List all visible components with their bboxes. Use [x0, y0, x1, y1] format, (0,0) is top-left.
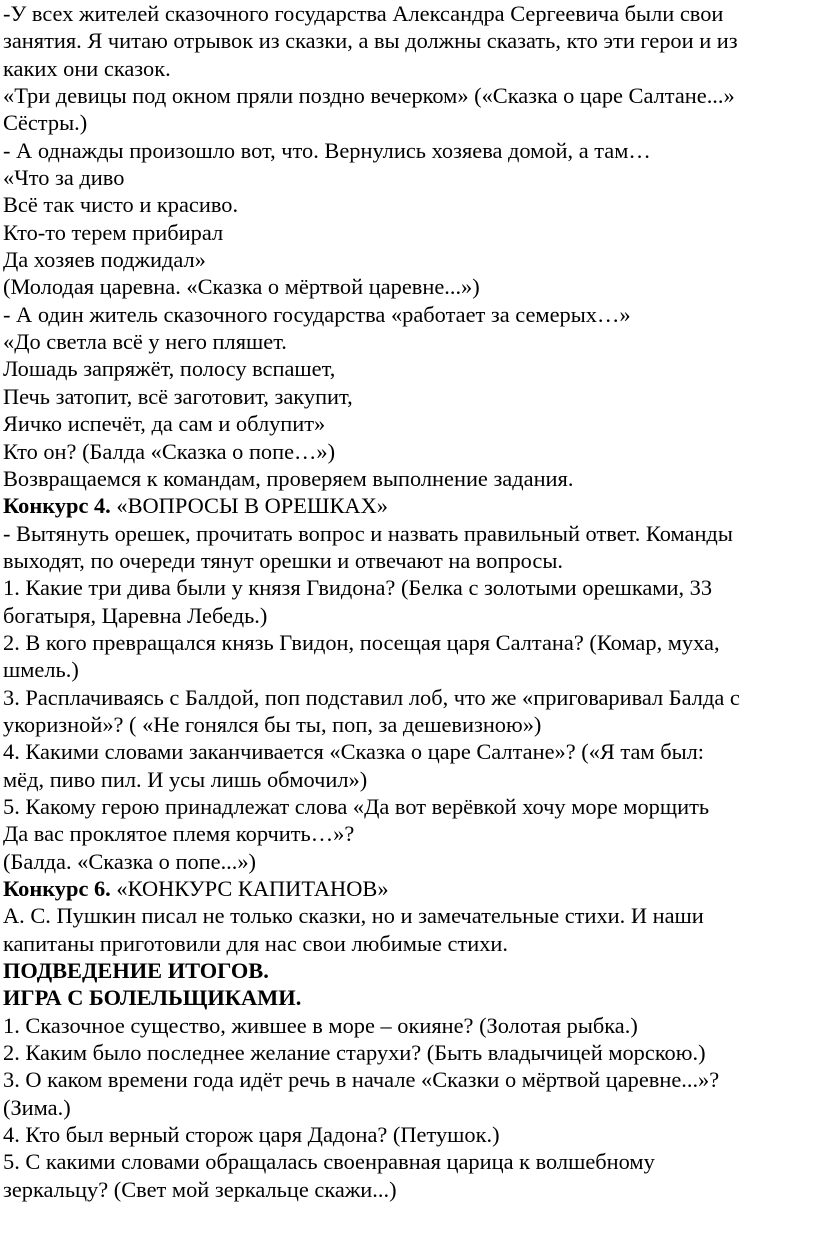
question-line: (Балда. «Сказка о попе...») [3, 848, 257, 874]
text-line: Возвращаемся к командам, проверяем выполнение задания. [3, 465, 574, 491]
text-line: занятия. Я читаю отрывок из сказки, а вы должны сказать, кто эти герои и из [3, 28, 738, 54]
fan-game-heading: ИГРА С БОЛЕЛЬЩИКАМИ. [3, 985, 302, 1011]
question-line: 1. Сказочное существо, жившее в море – окияне? (Золотая рыбка.) [3, 1012, 638, 1038]
question-line: укоризной»? ( «Не гонялся бы ты, поп, за дешевизною») [3, 711, 542, 737]
poem-line: Кто-то терем прибирал [3, 219, 224, 245]
text-line: капитаны приготовили для нас свои любимые стихи. [3, 930, 509, 956]
question-line: 2. Каким было последнее желание старухи? (Быть владычицей морскою.) [3, 1040, 706, 1066]
contest-6-title: «КОНКУРС КАПИТАНОВ» [110, 876, 389, 901]
question-line: 3. О каком времени года идёт речь в начале «Сказки о мёртвой царевне...»? [3, 1067, 720, 1093]
contest-4-heading [3, 492, 812, 519]
contest-6-heading [3, 875, 812, 902]
poem-line: Лошадь запряжёт, полосу вспашет, [3, 356, 336, 382]
question-line: 4. Какими словами заканчивается «Сказка о царе Салтане»? («Я там был: [3, 739, 705, 765]
contest-6-label: Конкурс 6. [3, 876, 111, 901]
poem-line: Всё так чисто и красиво. [3, 192, 239, 218]
poem-line: «До светла всё у него пляшет. [3, 329, 287, 355]
text-line: А. С. Пушкин писал не только сказки, но и замечательные стихи. И наши [3, 903, 704, 929]
poem-line: Яичко испечёт, да сам и облупит» [3, 411, 326, 437]
question-line: 3. Расплачиваясь с Балдой, поп подставил лоб, что же «приговаривал Балда с [3, 684, 740, 710]
question-line: 5. С какими словами обращалась своенравная царица к волшебному [3, 1149, 655, 1175]
contest-4-title: «ВОПРОСЫ В ОРЕШКАХ» [110, 493, 388, 519]
text-line: - А однажды произошло вот, что. Вернулись хозяева домой, а там… [3, 137, 651, 163]
text-line: каких они сказок. [3, 55, 171, 81]
question-line: (Зима.) [3, 1094, 71, 1120]
text-line: «Три девицы под окном пряли поздно вечерком» («Сказка о царе Салтане...» [3, 83, 735, 109]
question-line: зеркальцу? (Свет мой зеркальце скажи...) [3, 1176, 397, 1202]
text-line: выходят, по очереди тянут орешки и отвечают на вопросы. [3, 547, 564, 573]
question-line: Да вас проклятое племя корчить…»? [3, 821, 355, 847]
text-line: - Вытянуть орешек, прочитать вопрос и назвать правильный ответ. Команды [3, 520, 733, 546]
question-line: шмель.) [3, 657, 79, 683]
poem-line: Да хозяев поджидал» [3, 247, 206, 273]
results-heading: ПОДВЕДЕНИЕ ИТОГОВ. [3, 958, 269, 984]
question-line: 2. В кого превращался князь Гвидон, посещая царя Салтана? (Комар, муха, [3, 629, 720, 655]
question-line: 1. Какие три дива были у князя Гвидона? (Белка с золотыми орешками, 33 [3, 575, 713, 601]
question-line: богатыря, Царевна Лебедь.) [3, 602, 268, 628]
question-line: мёд, пиво пил. И усы лишь обмочил») [3, 766, 368, 792]
question-line: 4. Кто был верный сторож царя Дадона? (Петушок.) [3, 1122, 500, 1148]
poem-line: Печь затопит, всё заготовит, закупит, [3, 383, 353, 409]
question-line: 5. Какому герою принадлежат слова «Да вот верёвкой хочу море морщить [3, 793, 710, 819]
text-line: Сёстры.) [3, 110, 88, 136]
contest-4-label: Конкурс 4. [3, 493, 111, 519]
text-line: -У всех жителей сказочного государства Александра Сергеевича были свои [3, 1, 724, 26]
poem-line: «Что за диво [3, 165, 125, 191]
text-line: (Молодая царевна. «Сказка о мёртвой царевне...») [3, 274, 480, 300]
text-line: Кто он? (Балда «Сказка о попе…») [3, 438, 336, 464]
text-line: - А один житель сказочного государства «работает за семерых…» [3, 301, 631, 327]
